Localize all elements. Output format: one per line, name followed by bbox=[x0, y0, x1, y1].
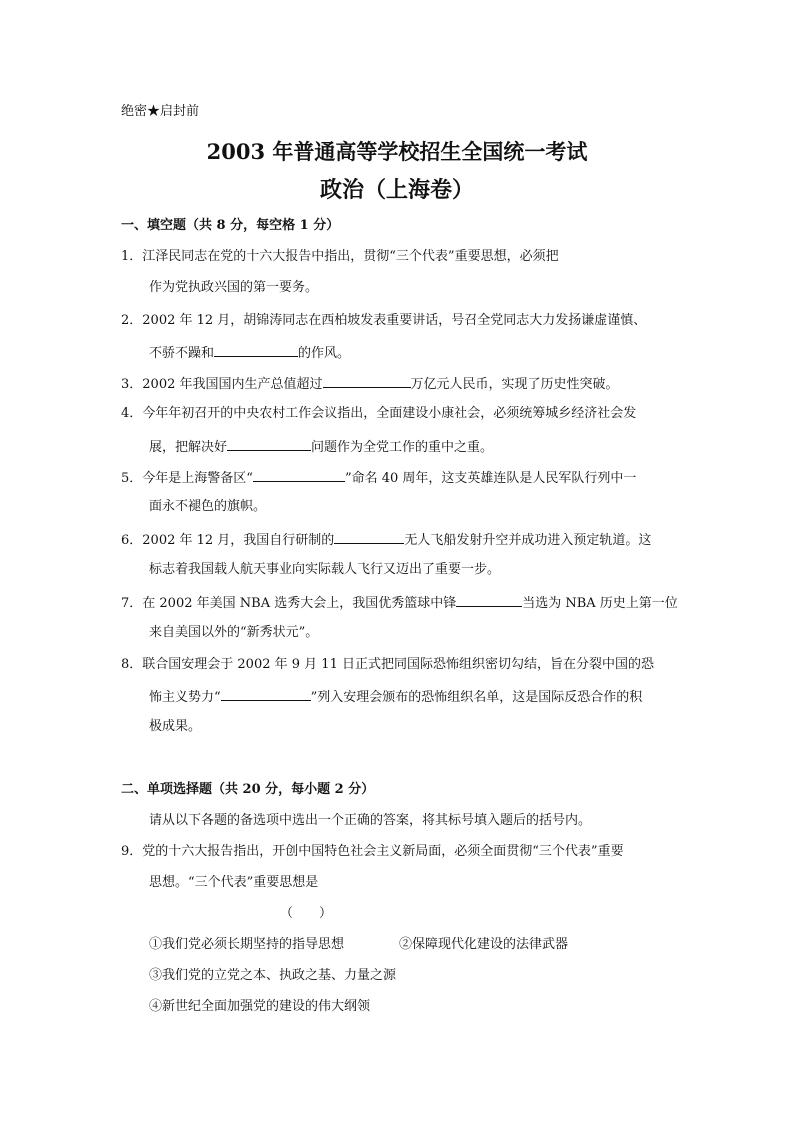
section2-heading: 二、单项选择题（共 20 分，每小题 2 分） bbox=[121, 782, 375, 797]
question-6 bbox=[121, 530, 651, 550]
answer-blank[interactable] bbox=[253, 468, 345, 482]
question-number: 4． bbox=[121, 406, 143, 421]
question-5-line2: 面永不褪色的旗帜。 bbox=[149, 499, 267, 514]
question-number: 8． bbox=[121, 657, 143, 672]
question-text: 今年是上海警备区“ bbox=[142, 471, 253, 486]
answer-blank[interactable] bbox=[214, 343, 298, 357]
question-number: 7． bbox=[121, 596, 143, 611]
question-text: 在 2002 年美国 NBA 选秀大会上，我国优秀篮球中锋 bbox=[142, 596, 457, 611]
question-5 bbox=[121, 468, 636, 488]
question-number: 6． bbox=[121, 533, 143, 548]
secret-mark: 绝密★启封前 bbox=[121, 104, 200, 119]
question-text: 不骄不躁和 bbox=[149, 346, 215, 361]
question-8-line2 bbox=[149, 687, 642, 707]
exam-title: 2003 年普通高等学校招生全国统一考试 bbox=[206, 139, 588, 164]
question-number: 3． bbox=[121, 377, 143, 392]
answer-blank[interactable] bbox=[227, 437, 311, 451]
question-text: 的作风。 bbox=[298, 346, 351, 361]
question-text: 无人飞船发射升空并成功进入预定轨道。这 bbox=[404, 533, 652, 548]
section1-heading: 一、填空题（共 8 分，每空格 1 分） bbox=[121, 218, 340, 233]
question-number: 5． bbox=[121, 471, 143, 486]
option-4: ④新世纪全面加强党的建设的伟大纲领 bbox=[149, 999, 371, 1014]
question-9 bbox=[121, 843, 624, 861]
exam-subtitle: 政治（上海卷） bbox=[319, 177, 474, 203]
answer-blank[interactable] bbox=[323, 374, 411, 388]
question-number: 1． bbox=[121, 249, 143, 264]
answer-parentheses[interactable]: （ ） bbox=[280, 906, 333, 921]
question-3 bbox=[121, 374, 619, 394]
answer-blank[interactable] bbox=[456, 593, 522, 607]
question-4-line2 bbox=[149, 437, 493, 457]
question-text: 2002 年 12 月，我国自行研制的 bbox=[142, 533, 335, 548]
question-2-line2 bbox=[149, 343, 350, 363]
question-6-line2: 标志着我国载人航天事业向实际载人飞行又迈出了重要一步。 bbox=[149, 562, 501, 577]
question-1 bbox=[121, 248, 559, 266]
question-text: 展，把解决好 bbox=[149, 440, 228, 455]
option-2: ②保障现代化建设的法律武器 bbox=[399, 937, 569, 952]
option-3: ③我们党的立党之本、执政之基、力量之源 bbox=[149, 968, 397, 983]
question-text: 联合国安理会于 2002 年 9 月 11 日正式把同国际恐怖组织密切勾结，旨在分裂中国的恐 bbox=[142, 657, 654, 672]
question-text: 万亿元人民币，实现了历史性突破。 bbox=[410, 377, 619, 392]
question-7 bbox=[121, 593, 678, 613]
question-9-line2: 思想。“三个代表”重要思想是 bbox=[149, 875, 319, 890]
question-text: 党的十六大报告指出，开创中国特色社会主义新局面，必须全面贯彻“三个代表”重要 bbox=[142, 844, 624, 859]
question-8-line3: 极成果。 bbox=[149, 719, 202, 734]
question-text: 当选为 NBA 历史上第一位 bbox=[522, 596, 678, 611]
question-text: 江泽民同志在党的十六大报告中指出，贯彻“三个代表”重要思想，必须把 bbox=[142, 249, 559, 264]
section2-instruction: 请从以下各题的备选项中选出一个正确的答案，将其标号填入题后的括号内。 bbox=[149, 813, 592, 828]
question-text: 2002 年我国国内生产总值超过 bbox=[142, 377, 323, 392]
option-1: ①我们党必须长期坚持的指导思想 bbox=[149, 937, 345, 952]
question-text: ”列入安理会颁布的恐怖组织名单，这是国际反恐合作的积 bbox=[310, 690, 643, 705]
question-text: ”命名 40 周年，这支英雄连队是人民军队行列中一 bbox=[344, 471, 637, 486]
answer-blank[interactable] bbox=[334, 530, 404, 544]
question-2 bbox=[121, 312, 646, 330]
question-number: 2． bbox=[121, 313, 143, 328]
question-text: 今年年初召开的中央农村工作会议指出，全面建设小康社会，必须统筹城乡经济社会发 bbox=[142, 406, 637, 421]
question-text: 2002 年 12 月，胡锦涛同志在西柏坡发表重要讲话，号召全党同志大力发扬谦虚谨慎、 bbox=[142, 313, 647, 328]
question-1-line2: 作为党执政兴国的第一要务。 bbox=[149, 280, 319, 295]
question-number: 9． bbox=[121, 844, 143, 859]
answer-blank[interactable] bbox=[221, 687, 311, 701]
question-text: 问题作为全党工作的重中之重。 bbox=[311, 440, 494, 455]
question-8 bbox=[121, 656, 654, 674]
question-text: 怖主义势力“ bbox=[149, 690, 221, 705]
question-4 bbox=[121, 405, 636, 423]
question-7-line2: 来自美国以外的“新秀状元”。 bbox=[149, 625, 319, 640]
